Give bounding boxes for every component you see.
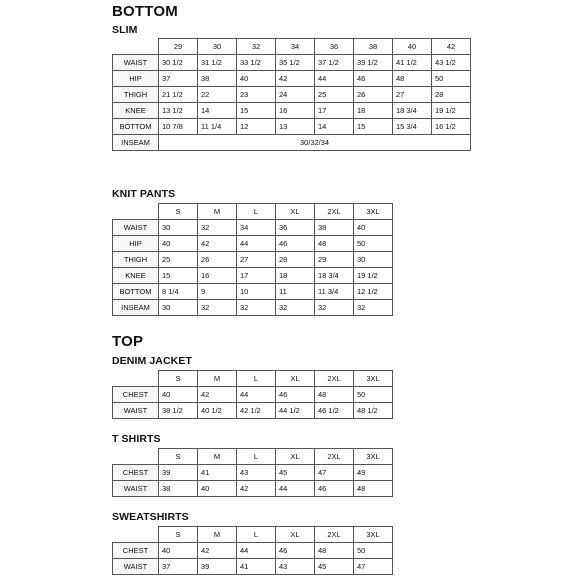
measurement-value: 38: [159, 481, 198, 497]
measurement-value: 32: [354, 300, 393, 316]
size-header-cell: L: [237, 371, 276, 387]
measurement-value: 44: [237, 543, 276, 559]
heading-denim-jacket: DENIM JACKET: [112, 355, 192, 367]
measurement-value: 42: [198, 543, 237, 559]
measurement-value: 32: [237, 300, 276, 316]
size-header-cell: 34: [276, 39, 315, 55]
measurement-label: INSEAM: [113, 300, 159, 316]
measurement-label: HIP: [113, 71, 159, 87]
measurement-value: 27: [393, 87, 432, 103]
measurement-value: 32: [198, 300, 237, 316]
measurement-value: 41: [237, 559, 276, 575]
size-header-cell: 29: [159, 39, 198, 55]
size-header-cell: XL: [276, 204, 315, 220]
size-header-cell: M: [198, 371, 237, 387]
measurement-value: 15 3/4: [393, 119, 432, 135]
knit-pants-size-table: [112, 203, 393, 316]
measurement-value: 15: [159, 268, 198, 284]
measurement-value: 10: [237, 284, 276, 300]
measurement-value: 44: [237, 387, 276, 403]
measurement-value: 44: [276, 481, 315, 497]
measurement-value: 8 1/4: [159, 284, 198, 300]
measurement-value: 43: [276, 559, 315, 575]
measurement-value: 50: [354, 387, 393, 403]
measurement-row: [113, 220, 393, 236]
measurement-row: [113, 465, 393, 481]
measurement-value: 15: [237, 103, 276, 119]
measurement-value: 16: [276, 103, 315, 119]
measurement-value: 13: [276, 119, 315, 135]
measurement-value: 47: [315, 465, 354, 481]
size-header-row: [113, 371, 393, 387]
measurement-value: 22: [198, 87, 237, 103]
measurement-value: 15: [354, 119, 393, 135]
measurement-value: 14: [315, 119, 354, 135]
measurement-value: 23: [237, 87, 276, 103]
size-header-cell: S: [159, 527, 198, 543]
measurement-value: 19 1/2: [432, 103, 471, 119]
measurement-row: [113, 543, 393, 559]
measurement-value: 37: [159, 71, 198, 87]
measurement-value: 50: [354, 543, 393, 559]
measurement-value: 37: [159, 559, 198, 575]
measurement-value: 38: [198, 71, 237, 87]
measurement-value: 42: [198, 236, 237, 252]
measurement-label: CHEST: [113, 543, 159, 559]
measurement-value: 41: [198, 465, 237, 481]
measurement-value: 48 1/2: [354, 403, 393, 419]
measurement-value: 42: [237, 481, 276, 497]
size-header-cell: 42: [432, 39, 471, 55]
sweatshirts-size-table: [112, 526, 393, 575]
size-header-cell: 32: [237, 39, 276, 55]
measurement-value: 18 3/4: [393, 103, 432, 119]
measurement-value: 42: [198, 387, 237, 403]
size-header-cell: 30: [198, 39, 237, 55]
measurement-label: BOTTOM: [113, 284, 159, 300]
measurement-value: 13 1/2: [159, 103, 198, 119]
size-header-cell: XL: [276, 371, 315, 387]
measurement-value: 28: [276, 252, 315, 268]
corner-cell: [113, 39, 159, 55]
measurement-row: [113, 268, 393, 284]
measurement-value: 11 1/4: [198, 119, 237, 135]
size-header-cell: 3XL: [354, 449, 393, 465]
measurement-value: 40: [159, 543, 198, 559]
measurement-value: 19 1/2: [354, 268, 393, 284]
measurement-value: 46: [354, 71, 393, 87]
size-header-cell: 2XL: [315, 204, 354, 220]
measurement-value: 49: [354, 465, 393, 481]
measurement-value: 30: [159, 220, 198, 236]
measurement-value: 11 3/4: [315, 284, 354, 300]
measurement-value: 43: [237, 465, 276, 481]
heading-t-shirts: T SHIRTS: [112, 433, 161, 445]
measurement-row: [113, 87, 471, 103]
measurement-label: THIGH: [113, 87, 159, 103]
size-header-cell: 2XL: [315, 371, 354, 387]
measurement-value: 29: [315, 252, 354, 268]
measurement-row: [113, 284, 393, 300]
measurement-value: 43 1/2: [432, 55, 471, 71]
measurement-value: 24: [276, 87, 315, 103]
measurement-row: [113, 481, 393, 497]
measurement-value: 40: [159, 236, 198, 252]
heading-top: TOP: [112, 333, 144, 350]
measurement-row: [113, 103, 471, 119]
measurement-value: 32: [315, 300, 354, 316]
measurement-value: 35 1/2: [276, 55, 315, 71]
measurement-value: 42 1/2: [237, 403, 276, 419]
measurement-row: [113, 300, 393, 316]
size-header-cell: M: [198, 204, 237, 220]
inseam-row: [113, 135, 471, 151]
size-header-cell: L: [237, 527, 276, 543]
corner-cell: [113, 449, 159, 465]
measurement-value: 12 1/2: [354, 284, 393, 300]
measurement-value: 50: [354, 236, 393, 252]
size-header-cell: 40: [393, 39, 432, 55]
size-header-row: [113, 204, 393, 220]
measurement-value: 46: [276, 236, 315, 252]
measurement-label: WAIST: [113, 220, 159, 236]
size-header-cell: 3XL: [354, 204, 393, 220]
size-header-cell: XL: [276, 449, 315, 465]
measurement-value: 46: [276, 387, 315, 403]
measurement-value: 36: [276, 220, 315, 236]
measurement-value: 28: [432, 87, 471, 103]
measurement-value: 11: [276, 284, 315, 300]
measurement-value: 42: [276, 71, 315, 87]
measurement-row: [113, 387, 393, 403]
size-header-row: [113, 39, 471, 55]
measurement-label: WAIST: [113, 55, 159, 71]
measurement-row: [113, 119, 471, 135]
heading-bottom: BOTTOM: [112, 3, 178, 20]
measurement-value: 48: [393, 71, 432, 87]
heading-slim: SLIM: [112, 24, 138, 36]
measurement-label: HIP: [113, 236, 159, 252]
measurement-label: THIGH: [113, 252, 159, 268]
measurement-value: 30: [354, 252, 393, 268]
measurement-value: 45: [276, 465, 315, 481]
corner-cell: [113, 371, 159, 387]
measurement-value: 44: [237, 236, 276, 252]
heading-sweatshirts: SWEATSHIRTS: [112, 511, 189, 523]
measurement-row: [113, 236, 393, 252]
measurement-value: 40: [354, 220, 393, 236]
measurement-value: 14: [198, 103, 237, 119]
inseam-label: INSEAM: [113, 135, 159, 151]
measurement-label: CHEST: [113, 387, 159, 403]
size-header-cell: S: [159, 204, 198, 220]
measurement-value: 30 1/2: [159, 55, 198, 71]
measurement-label: BOTTOM: [113, 119, 159, 135]
measurement-value: 17: [315, 103, 354, 119]
corner-cell: [113, 204, 159, 220]
size-header-cell: 3XL: [354, 371, 393, 387]
measurement-label: WAIST: [113, 481, 159, 497]
measurement-value: 18: [276, 268, 315, 284]
size-header-cell: 2XL: [315, 527, 354, 543]
measurement-value: 44 1/2: [276, 403, 315, 419]
measurement-value: 34: [237, 220, 276, 236]
measurement-value: 46: [315, 481, 354, 497]
size-header-cell: S: [159, 371, 198, 387]
measurement-label: WAIST: [113, 559, 159, 575]
size-header-cell: S: [159, 449, 198, 465]
measurement-value: 48: [354, 481, 393, 497]
measurement-value: 10 7/8: [159, 119, 198, 135]
measurement-value: 27: [237, 252, 276, 268]
measurement-value: 26: [354, 87, 393, 103]
measurement-value: 45: [315, 559, 354, 575]
measurement-value: 40: [159, 387, 198, 403]
measurement-value: 39: [159, 465, 198, 481]
measurement-value: 39 1/2: [354, 55, 393, 71]
measurement-value: 44: [315, 71, 354, 87]
measurement-value: 33 1/2: [237, 55, 276, 71]
measurement-value: 31 1/2: [198, 55, 237, 71]
measurement-value: 41 1/2: [393, 55, 432, 71]
inseam-value: 30/32/34: [159, 135, 471, 151]
size-header-cell: 2XL: [315, 449, 354, 465]
measurement-value: 32: [276, 300, 315, 316]
size-header-cell: 3XL: [354, 527, 393, 543]
size-header-row: [113, 527, 393, 543]
measurement-value: 21 1/2: [159, 87, 198, 103]
measurement-value: 50: [432, 71, 471, 87]
measurement-value: 46 1/2: [315, 403, 354, 419]
measurement-row: [113, 252, 393, 268]
slim-size-table: [112, 38, 471, 151]
measurement-value: 25: [159, 252, 198, 268]
size-header-cell: M: [198, 449, 237, 465]
measurement-value: 39: [198, 559, 237, 575]
measurement-value: 26: [198, 252, 237, 268]
measurement-value: 18: [354, 103, 393, 119]
measurement-value: 40 1/2: [198, 403, 237, 419]
measurement-value: 37 1/2: [315, 55, 354, 71]
measurement-value: 12: [237, 119, 276, 135]
measurement-value: 18 3/4: [315, 268, 354, 284]
size-header-cell: 38: [354, 39, 393, 55]
measurement-value: 9: [198, 284, 237, 300]
denim-jacket-size-table: [112, 370, 393, 419]
size-header-cell: M: [198, 527, 237, 543]
measurement-value: 38: [315, 220, 354, 236]
measurement-value: 46: [276, 543, 315, 559]
size-header-cell: L: [237, 449, 276, 465]
size-header-cell: 36: [315, 39, 354, 55]
measurement-label: WAIST: [113, 403, 159, 419]
t-shirts-size-table: [112, 448, 393, 497]
measurement-value: 40: [198, 481, 237, 497]
measurement-value: 25: [315, 87, 354, 103]
measurement-value: 17: [237, 268, 276, 284]
measurement-row: [113, 559, 393, 575]
measurement-value: 40: [237, 71, 276, 87]
heading-knit-pants: KNIT PANTS: [112, 188, 176, 200]
corner-cell: [113, 527, 159, 543]
measurement-label: KNEE: [113, 103, 159, 119]
measurement-value: 48: [315, 387, 354, 403]
measurement-value: 30: [159, 300, 198, 316]
measurement-value: 48: [315, 236, 354, 252]
size-header-row: [113, 449, 393, 465]
measurement-value: 47: [354, 559, 393, 575]
size-header-cell: XL: [276, 527, 315, 543]
measurement-value: 48: [315, 543, 354, 559]
measurement-row: [113, 55, 471, 71]
measurement-label: KNEE: [113, 268, 159, 284]
measurement-value: 16 1/2: [432, 119, 471, 135]
measurement-row: [113, 71, 471, 87]
measurement-value: 16: [198, 268, 237, 284]
measurement-value: 38 1/2: [159, 403, 198, 419]
size-header-cell: L: [237, 204, 276, 220]
measurement-label: CHEST: [113, 465, 159, 481]
measurement-value: 32: [198, 220, 237, 236]
measurement-row: [113, 403, 393, 419]
